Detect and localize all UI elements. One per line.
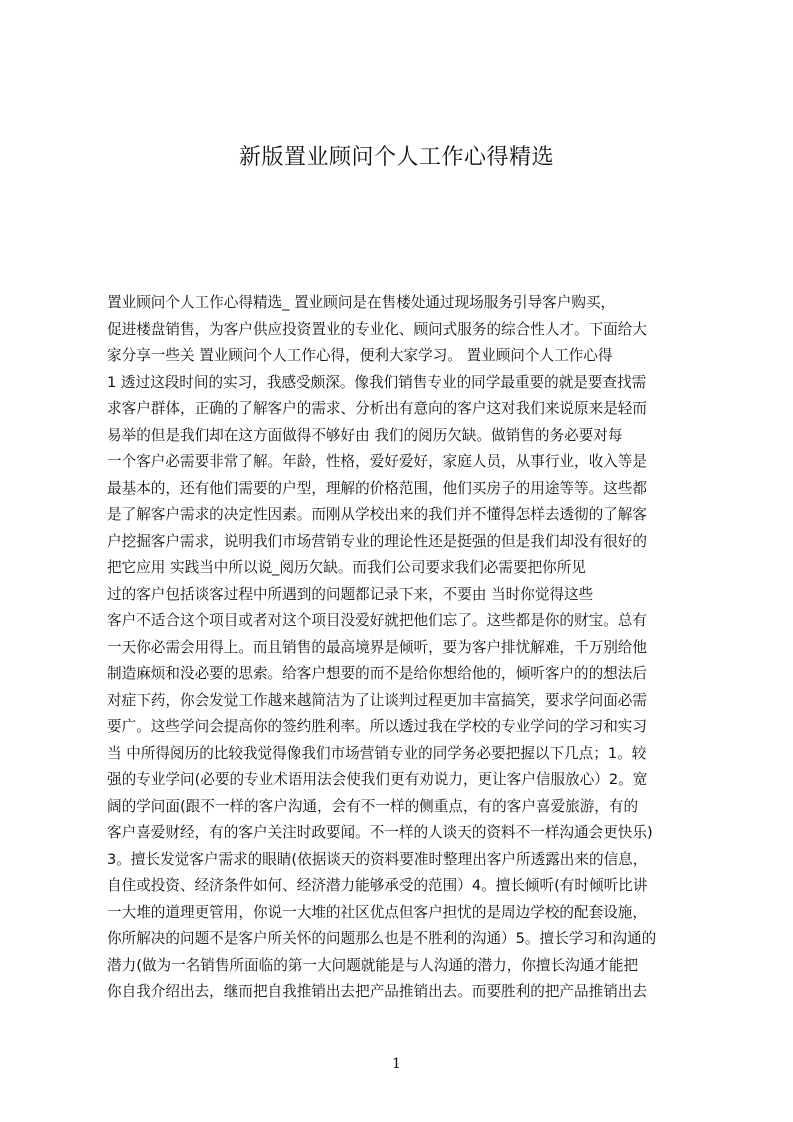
- document-title: 新版置业顾问个人工作心得精选: [238, 145, 554, 170]
- body-text-line: 3。擅长发觉客户需求的眼睛(依据谈天的资料要准时整理出客户所透露出来的信息，: [107, 850, 648, 868]
- body-text-line: 自住或投资、经济条件如何、经济潜力能够承受的范围）4。擅长倾听(有时倾听比讲: [107, 877, 648, 894]
- body-text-line: 是了解客户需求的决定性因素。而刚从学校出来的我们并不懂得怎样去透彻的了解客: [107, 506, 647, 523]
- body-text-line: 客户喜爱财经，有的客户关注时政要闻。不一样的人谈天的资料不一样沟通会更快乐): [107, 824, 653, 841]
- body-text-line: 一天你必需会用得上。而且销售的最高境界是倾听，要为客户排忧解难，千万别给他: [107, 638, 647, 656]
- document-body: [107, 290, 699, 1006]
- body-text-line: 户挖掘客户需求，说明我们市场营销专业的理论性还是挺强的但是我们却没有很好的: [107, 532, 647, 550]
- body-text-line: 一大堆的道理更管用，你说一大堆的社区优点但客户担忧的是周边学校的配套设施，: [107, 903, 647, 921]
- body-text-line: 制造麻烦和没必要的思索。给客户想要的而不是给你想给他的，倾听客户的的想法后: [107, 665, 647, 682]
- body-text-line: 你自我介绍出去，继而把自我推销出去把产品推销出去。而要胜利的把产品推销出去: [107, 983, 647, 1000]
- body-text-line: 把它应用 实践当中所以说_阅历欠缺。而我们公司要求我们必需要把你所见: [107, 559, 586, 576]
- body-text-line: 客户不适合这个项目或者对这个项目没爱好就把他们忘了。这些都是你的财宝。总有: [107, 612, 647, 629]
- body-text-line: 要广。这些学问会提高你的签约胜利率。所以透过我在学校的专业学问的学习和实习: [107, 718, 647, 735]
- body-text-line: 促进楼盘销售，为客户供应投资置业的专业化、顾问式服务的综合性人才。下面给大: [107, 320, 647, 338]
- body-text-line: 易举的但是我们却在这方面做得不够好由 我们的阅历欠缺。做销售的务必要对每: [107, 426, 623, 444]
- body-text-line: 强的专业学问(必要的专业术语用法会使我们更有劝说力，更让客户信服放心）2。宽: [107, 771, 648, 788]
- body-text-line: 最基本的，还有他们需要的户型，理解的价格范围，他们买房子的用途等等。这些都: [107, 479, 647, 497]
- body-text-line: 家分享一些关 置业顾问个人工作心得，便利大家学习。 置业顾问个人工作心得: [107, 347, 613, 364]
- body-text-line: 过的客户包括谈客过程中所遇到的问题都记录下来，不要由 当时你觉得这些: [107, 585, 594, 603]
- body-text-line: 阔的学问面(跟不一样的客户沟通，会有不一样的侧重点，有的客户喜爱旅游，有的: [107, 797, 639, 815]
- body-text-line: 潜力(做为一名销售所面临的第一大问题就能是与人沟通的潜力，你擅长沟通才能把: [107, 956, 639, 974]
- page-number: 1: [392, 1056, 401, 1072]
- body-text-line: 一个客户必需要非常了解。年龄，性格，爱好爱好，家庭人员，从事行业，收入等是: [107, 453, 647, 470]
- body-text-line: 1 透过这段时间的实习，我感受颇深。像我们销售专业的同学最重要的就是要查找需: [107, 373, 647, 391]
- body-text-line: 当 中所得阅历的比较我觉得像我们市场营销专业的同学务必要把握以下几点；1。较: [107, 744, 647, 762]
- body-text-line: 对症下药，你会发觉工作越来越简洁为了让谈判过程更加丰富搞笑，要求学问面必需: [107, 691, 647, 709]
- body-text-line: 置业顾问个人工作心得精选_ 置业顾问是在售楼处通过现场服务引导客户购买，: [107, 294, 616, 311]
- body-text-line: 求客户群体，正确的了解客户的需求、分析出有意向的客户这对我们来说原来是轻而: [107, 400, 647, 417]
- body-text-line: 你所解决的问题不是客户所关怀的问题那么也是不胜利的沟通）5。擅长学习和沟通的: [107, 930, 657, 947]
